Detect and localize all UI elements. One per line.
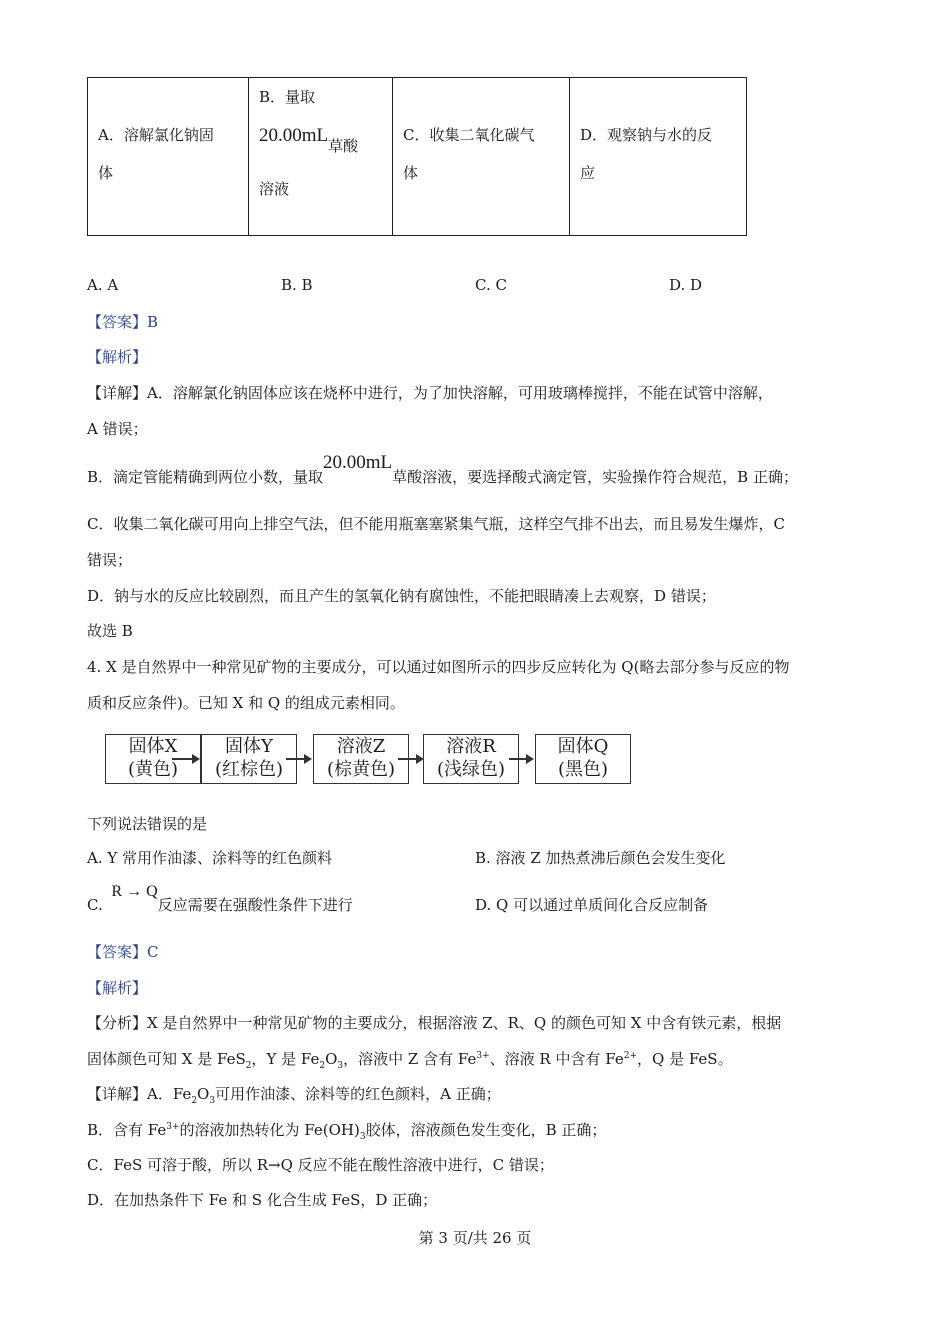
fenxi-text-f: ，Q 是 FeS。 bbox=[637, 1050, 733, 1068]
q4-detail-a: 【详解】A．$Fe_2O_3$可用作油漆、涂料等的红色颜料，A 正确； bbox=[87, 1085, 501, 1106]
q4-fenxi: 【分析】X 是自然界中一种常见矿物的主要成分，根据溶液 Z、R、Q 的颜色可知 X 中含有铁元素，根据 bbox=[87, 1014, 782, 1032]
option-b-text-3: 溶液 bbox=[259, 180, 290, 198]
q3-detail-c: C．收集二氧化碳可用向上排空气法，但不能用瓶塞塞紧集气瓶，这样空气排不出去，而且易发生爆炸，C bbox=[87, 515, 785, 533]
flow-box-r bbox=[423, 734, 519, 784]
flow-box-q-name: 固体Q bbox=[557, 736, 609, 757]
option-c-text-2: 体 bbox=[403, 164, 419, 182]
q4-detail-a-pre: 【详解】A．Fe bbox=[87, 1085, 192, 1103]
option-d-text-2: 应 bbox=[580, 164, 596, 182]
q3-conclusion: 故选 B bbox=[87, 622, 133, 640]
flow-box-r-name: 溶液R bbox=[446, 736, 496, 757]
option-a-cell bbox=[88, 78, 249, 236]
flow-box-z bbox=[313, 734, 409, 784]
q4-option-c-label: C. bbox=[87, 896, 103, 914]
q3-detail-b bbox=[87, 452, 798, 488]
option-a-text-2: 体 bbox=[98, 164, 114, 182]
q4-option-d: D. Q 可以通过单质间化合反应制备 bbox=[475, 896, 709, 914]
q3-detail-b-pre: B．滴定管能精确到两位小数，量取 bbox=[87, 468, 324, 486]
q3-answer bbox=[87, 311, 158, 332]
option-d-text: D．观察钠与水的反 bbox=[580, 126, 713, 144]
flow-box-y bbox=[201, 734, 297, 784]
flow-arrow-2 bbox=[286, 758, 310, 760]
option-b-cell bbox=[249, 78, 393, 236]
q4-option-a: A. Y 常用作油漆、涂料等的红色颜料 bbox=[87, 849, 333, 867]
q4-option-c-text: 反应需要在强酸性条件下进行 bbox=[157, 896, 353, 914]
flow-box-y-name: 固体Y bbox=[225, 736, 273, 757]
q3-answer-text: 【答案】B bbox=[87, 313, 159, 331]
q3-detail-d: D．钠与水的反应比较剧烈，而且产生的氢氧化钠有腐蚀性，不能把眼睛凑上去观察，D 错误； bbox=[87, 587, 716, 605]
flow-box-y-color: (红棕色) bbox=[214, 759, 284, 780]
options-table bbox=[87, 77, 747, 236]
q4-detail-c: C．FeS 可溶于酸，所以 R→Q 反应不能在酸性溶液中进行，C 错误； bbox=[87, 1156, 554, 1174]
q3-detail-a: 【详解】A．溶解氯化钠固体应该在烧杯中进行，为了加快溶解，可用玻璃棒搅拌，不能在试管中溶解， bbox=[87, 384, 773, 402]
choice-d: D. D bbox=[669, 276, 703, 294]
option-b-value: 20.00mL bbox=[259, 125, 329, 146]
flow-box-z-color: (棕黄色) bbox=[326, 759, 396, 780]
option-a-text: A．溶解氯化钠固 bbox=[98, 126, 214, 144]
flow-box-q bbox=[535, 734, 631, 784]
fenxi-text-a: 固体颜色可知 X 是 FeS bbox=[87, 1050, 246, 1068]
option-c-text: C．收集二氧化碳气 bbox=[403, 126, 535, 144]
flow-box-x-color: (黄色) bbox=[127, 759, 179, 780]
q4-detail-d: D．在加热条件下 Fe 和 S 化合生成 FeS，D 正确； bbox=[87, 1191, 438, 1209]
fenxi-text-c: O bbox=[325, 1050, 338, 1068]
q4-detail-b-pre: B．含有 Fe bbox=[87, 1121, 167, 1139]
q4-fenxi-2: 固体颜色可知 X 是 FeS$_2$，Y 是 $Fe_2O_3$，溶液中 Z 含有 $Fe^{3+}$、溶液 R 中含有 $Fe^{2+}$，Q 是 FeS。 bbox=[87, 1050, 733, 1071]
flow-box-z-name: 溶液Z bbox=[336, 736, 386, 757]
page-footer: 第 3 页/共 26 页 bbox=[418, 1229, 532, 1247]
flow-box-r-color: (浅绿色) bbox=[436, 759, 506, 780]
q4-stem-2: 质和反应条件)。已知 X 和 Q 的组成元素相同。 bbox=[87, 694, 405, 712]
flow-arrow-3 bbox=[398, 758, 422, 760]
q4-answer bbox=[87, 941, 158, 962]
flow-arrow-4 bbox=[509, 758, 532, 760]
q4-detail-b: B．含有 $Fe^{3+}$的溶液加热转化为 $Fe(OH)_3$胶体，溶液颜色发生变化，B 正确； bbox=[87, 1121, 607, 1142]
q3-detail-a-2: A 错误； bbox=[87, 420, 148, 438]
fenxi-text-b: ，Y 是 Fe bbox=[251, 1050, 320, 1068]
choice-a: A. A bbox=[87, 276, 119, 294]
q4-answer-text: 【答案】C bbox=[87, 943, 159, 961]
q4-option-c-formula: R → Q bbox=[111, 883, 158, 900]
q3-detail-c-2: 错误； bbox=[87, 551, 133, 569]
flow-box-q-color: (黑色) bbox=[557, 759, 609, 780]
q3-detail-b-value: 20.00mL bbox=[323, 452, 393, 473]
q4-prompt: 下列说法错误的是 bbox=[87, 815, 208, 833]
q4-detail-b-post: 胶体，溶液颜色发生变化，B 正确； bbox=[365, 1121, 607, 1139]
q4-option-b: B. 溶液 Z 加热煮沸后颜色会发生变化 bbox=[475, 849, 726, 867]
q4-option-c bbox=[87, 883, 353, 915]
q3-detail-b-post: 草酸溶液，要选择酸式滴定管，实验操作符合规范，B 正确； bbox=[392, 468, 798, 486]
fenxi-text-d: ，溶液中 Z 含有 Fe bbox=[343, 1050, 477, 1068]
q4-analysis-label: 【解析】 bbox=[87, 979, 148, 997]
q4-detail-a-mid: O bbox=[197, 1085, 210, 1103]
fenxi-text-e: 、溶液 R 中含有 Fe bbox=[489, 1050, 624, 1068]
option-b-suffix: 草酸 bbox=[328, 137, 359, 155]
option-d-cell bbox=[570, 78, 747, 236]
flow-box-x-name: 固体X bbox=[128, 736, 178, 757]
q4-detail-a-post: 可用作油漆、涂料等的红色颜料，A 正确； bbox=[215, 1085, 501, 1103]
q3-analysis-label: 【解析】 bbox=[87, 348, 148, 366]
choice-b: B. B bbox=[281, 276, 313, 294]
option-b-text: B．量取 bbox=[259, 88, 316, 106]
choice-c: C. C bbox=[475, 276, 507, 294]
q4-detail-b-mid: 的溶液加热转化为 Fe(OH) bbox=[179, 1121, 360, 1139]
flow-arrow-1 bbox=[172, 758, 198, 760]
q4-stem: 4. X 是自然界中一种常见矿物的主要成分，可以通过如图所示的四步反应转化为 Q(略去部分参与反应的物 bbox=[87, 658, 790, 676]
option-c-cell bbox=[393, 78, 570, 236]
